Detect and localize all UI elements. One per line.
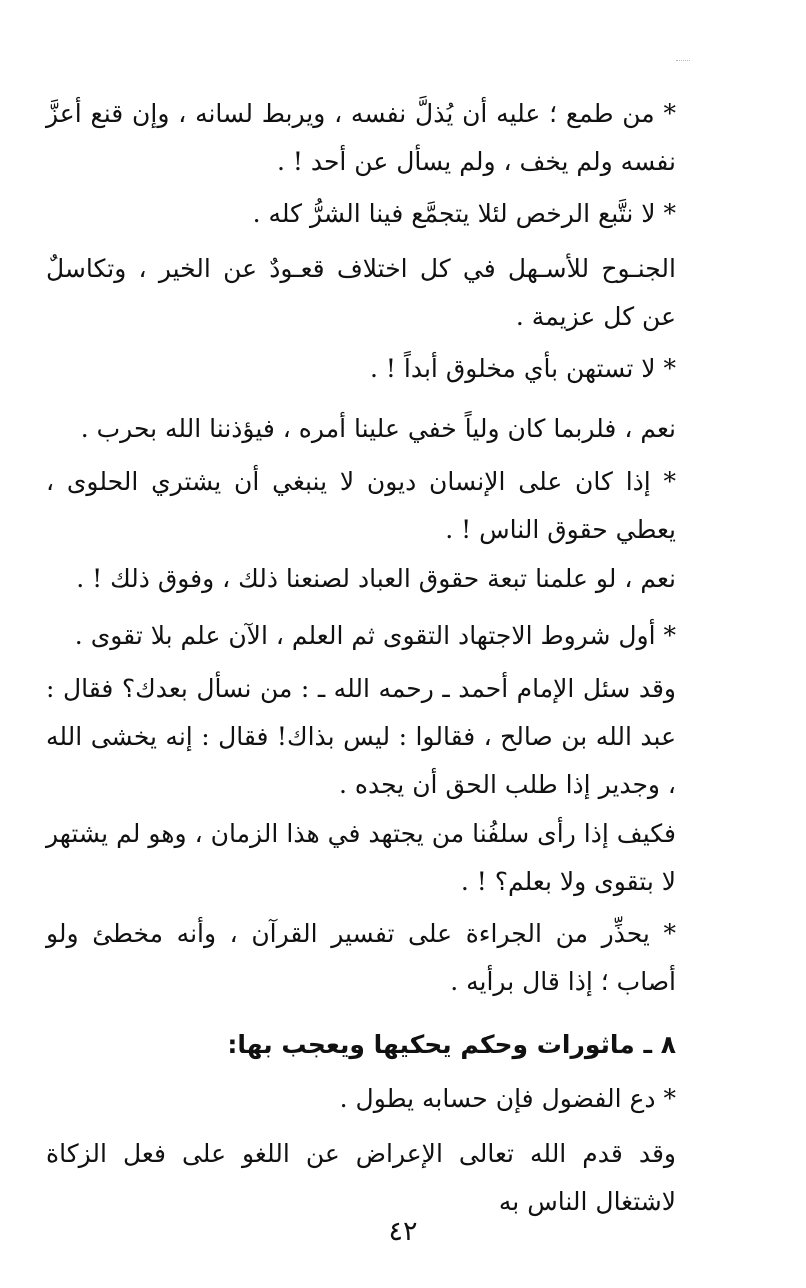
paragraph-5: نعم ، فلربما كان ولياً خفي علينا أمره ، فيؤذننا الله بحرب .	[80, 414, 676, 443]
paragraph-4: * لا تستهن بأي مخلوق أبداً ! .	[370, 354, 676, 383]
paragraph-8: * أول شروط الاجتهاد التقوى ثم العلم ، الآن علم بلا تقوى .	[74, 621, 676, 650]
paragraph-3: الجنـوح للأسـهل في كل اختلاف قعـودٌ عن الخير ، وتكاسلٌ عن كل عزيمة .	[46, 254, 676, 331]
paragraph-1: * من طمع ؛ عليه أن يُذلَّ نفسه ، ويربط لسانه ، وإن قنع أعزَّ نفسه ولم يخف ، ولم يسأل عن أحد ! .	[46, 99, 676, 176]
paragraph-13: وقد قدم الله تعالى الإعراض عن اللغو على فعل الزكاة لاشتغال الناس به	[46, 1139, 676, 1216]
paragraph-12: * دع الفضول فإن حسابه يطول .	[339, 1084, 676, 1113]
paragraph-11: * يحذِّر من الجراءة على تفسير القرآن ، وأنه مخطئ ولو أصاب ؛ إذا قال برأيه .	[46, 919, 676, 996]
section-heading: ٨ ـ ماثورات وحكم يحكيها ويعجب بها:	[227, 1030, 676, 1059]
scan-speck	[676, 60, 690, 63]
page-number: ٤٢	[388, 1216, 418, 1247]
paragraph-7: نعم ، لو علمنا تبعة حقوق العباد لصنعنا ذلك ، وفوق ذلك ! .	[76, 564, 676, 593]
paragraph-6: * إذا كان على الإنسان ديون لا ينبغي أن يشتري الحلوى ، يعطي حقوق الناس ! .	[46, 467, 676, 544]
paragraph-10: فكيف إذا رأى سلفُنا من يجتهد في هذا الزمان ، وهو لم يشتهر لا بتقوى ولا بعلم؟ ! .	[46, 819, 676, 896]
paragraph-2: * لا نتَّبع الرخص لئلا يتجمَّع فينا الشرُّ كله .	[252, 199, 676, 228]
paragraph-9: وقد سئل الإمام أحمد ـ رحمه الله ـ : من نسأل بعدك؟ فقال : عبد الله بن صالح ، فقالوا : ليس بذاك! فقال : إنه يخشى الله ، وجدير إذا طلب الحق أن يجده .	[46, 674, 676, 799]
